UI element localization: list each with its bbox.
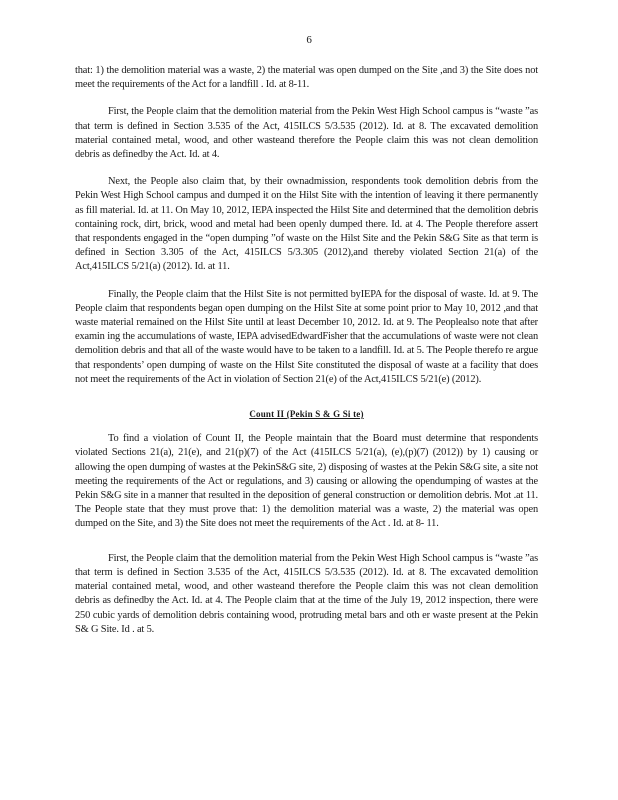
paragraph-permit-claim: Finally, the People claim that the Hilst Site is not permitted byIEPA for the disposal of waste. Id. at 9. The People claim that respondents began open dumping on the Hilst Site at some point prior to May 10, 2012 ,and that waste material remained on the Hilst Site until at least December 10, 2012. Id. at 9. The Peoplealso note that after examin ing the accumulations of waste, IEPA advisedEdwardFisher that the accumulations of waste were not clean demolition debris and that all of the waste would have to be taken to a landfill. Id. at 5. The People therefo re argue that respondents’ open dumping of waste on the Hilst Site constituted the disposal of waste at a facility that does not meet the requirements of the Act in violation of Section 21(e) of the Act,415ILCS 5/21(e) (2012). xyxy=(75,288,538,385)
paragraph-count-ii-elements: To find a violation of Count II, the People maintain that the Board must determine that respondents violated Sections 21(a), 21(e), and 21(p)(7) of the Act (415ILCS 5/21(a), (e),(p)(7) (2012)) by 1) causing or allowing the open dumping of wastes at the PekinS&G site, 2) disposing of wastes at the Pekin S&G site, a site not meeting the requirements of the Act or regulations, and 3) causing or allowing the opendumping of wastes at the Pekin S&G site in a manner that resulted in the deposition of general construction or demolition debris. Mot .at 11. The People state that they must prove that: 1) the demolition material was a waste, 2) the material was open dumped on the Site, and 3) the Site does not meet the requirements of the Act . Id. at 8- 11. xyxy=(75,433,538,530)
paragraph-count-ii-waste-claim: First, the People claim that the demolition material from the Pekin West High School campus is “waste ”as that term is defined in Section 3.535 of the Act, 415ILCS 5/3.535 (2012). Id. at 8. The excavated demolition material contained metal, wood, and other wasteand therefore the People claim this was not clean demolition debris as definedby the Act. Id. at 4. The People claim that at the time of the July 19, 2012 inspection, there were 250 cubic yards of demolition debris containing wood, protruding metal bars and oth er waste present at the Pekin S& G Site. Id . at 5. xyxy=(75,552,538,635)
document-body xyxy=(75,64,538,650)
paragraph-waste-claim: First, the People claim that the demolition material from the Pekin West High School campus is “waste ”as that term is defined in Section 3.535 of the Act, 415ILCS 5/3.535 (2012). Id. at 8. The excavated demolition material contained metal, wood, and other wasteand therefore the People claim this was not clean demolition debris as definedby the Act. Id. at 4. xyxy=(75,106,538,161)
paragraph-open-dumping-claim: Next, the People also claim that, by their ownadmission, respondents took demolition debris from the Pekin West High School campus and dumped it on the Hilst Site with the intention of leaving it there permanently as fill material. Id. at 11. On May 10, 2012, IEPA inspected the Hilst Site and determined that the demolition debris containing rock, dirt, brick, wood and metal had been openly dumped there. Id. at 4. The People therefore assert that respondents engaged in the “open dumping ”of waste on the Hilst Site and the Pekin S&G Site as that term is defined in Section 3.305 of the Act, 415ILCS 5/3.305 (2012),and thereby violated Section 21(a) of the Act,415ILCS 5/21(a) (2012). Id. at 11. xyxy=(75,176,538,273)
section-heading-count-ii: Count II (Pekin S & G Si te) xyxy=(249,409,364,420)
page-number: 6 xyxy=(306,34,312,46)
paragraph-continuation: that: 1) the demolition material was a waste, 2) the material was open dumped on the Site ,and 3) the Site does not meet the requirements of the Act for a landfill . Id. at 8-11. xyxy=(75,65,538,91)
